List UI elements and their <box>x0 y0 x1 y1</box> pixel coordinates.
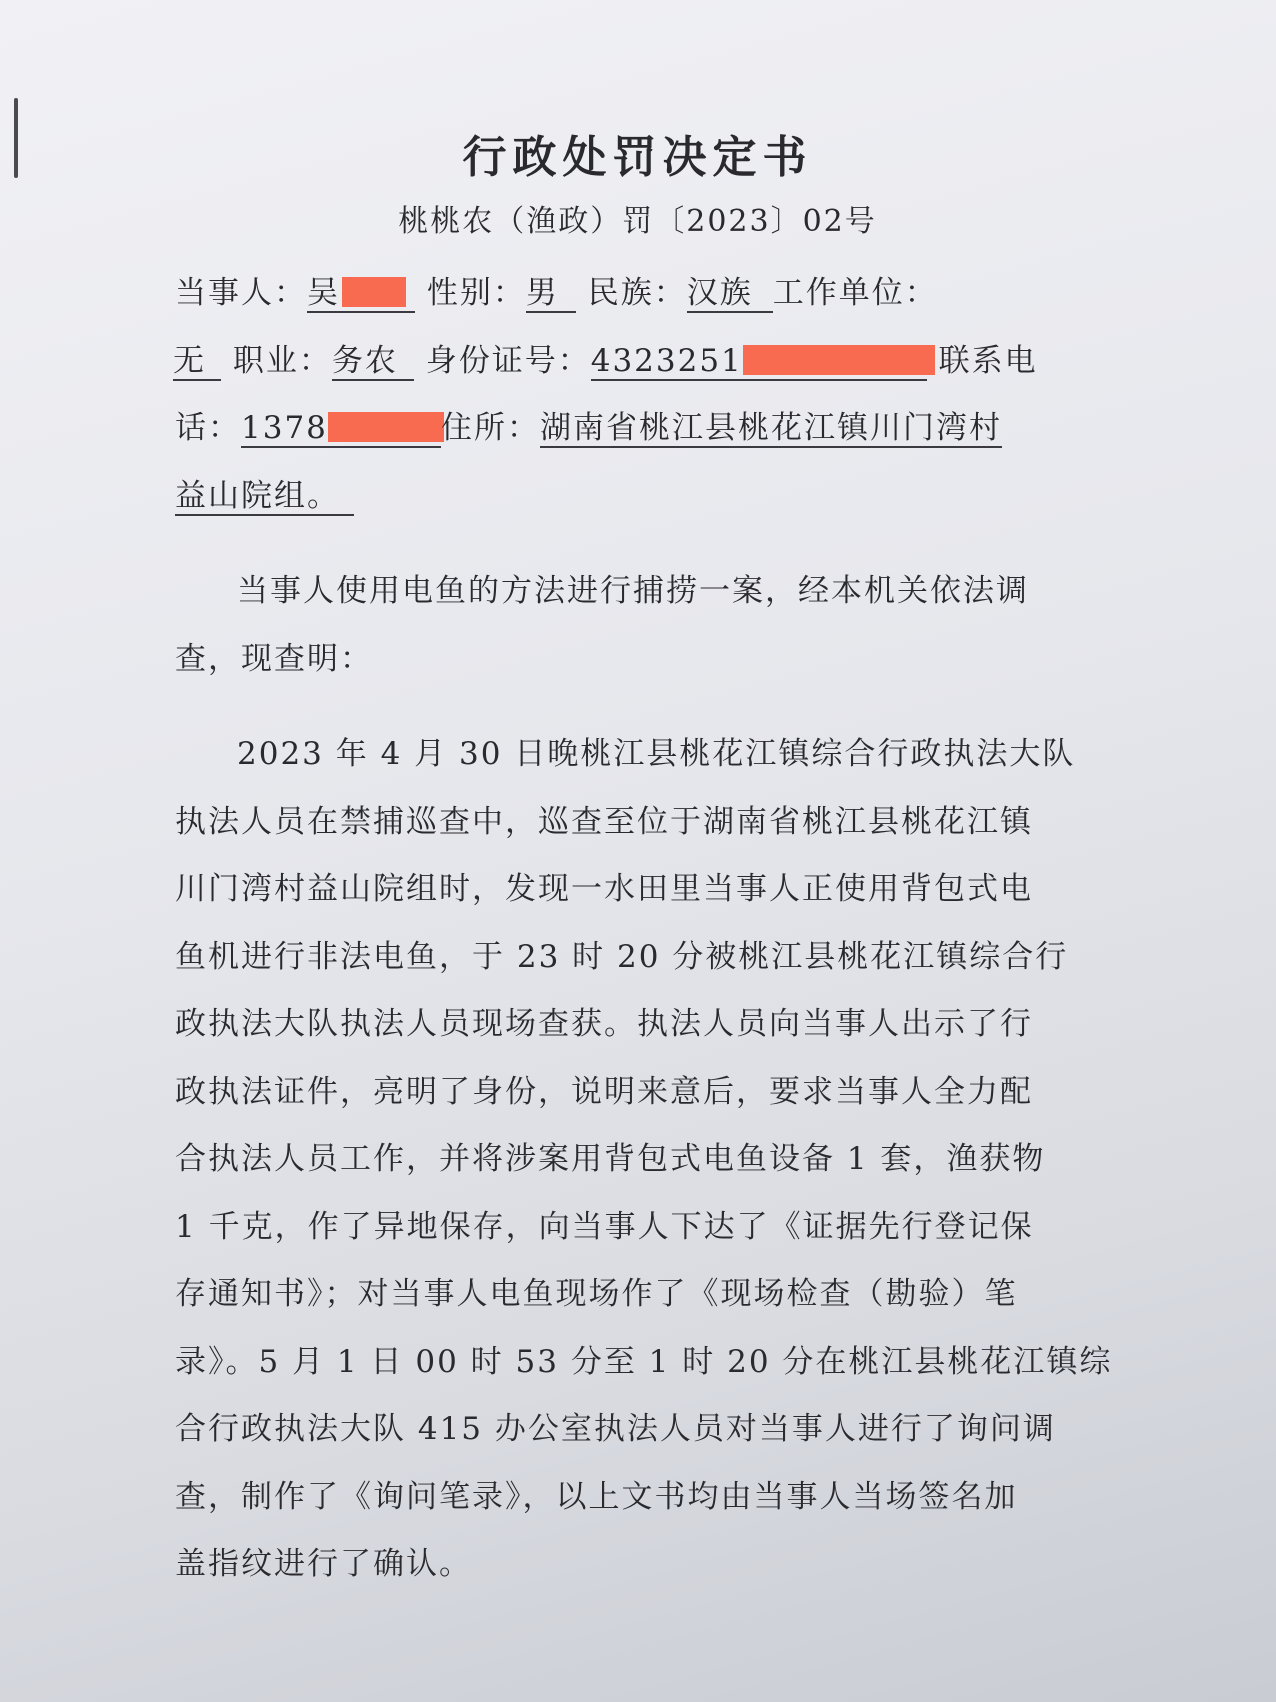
label-address: 住所： <box>441 410 540 446</box>
id-number: 4323251 <box>590 342 743 379</box>
phone-number: 1378 <box>241 410 328 446</box>
party-name: 吴 <box>307 275 340 311</box>
party-name-field <box>307 275 415 313</box>
intro-line-1: 当事人使用电鱼的方法进行捕捞一案，经本机关依法调 <box>237 573 1029 609</box>
label-ethnicity: 民族： <box>587 275 687 311</box>
label-phone-part2: 话： <box>175 410 241 446</box>
occupation-value: 务农 <box>332 343 414 381</box>
phone-field <box>241 410 441 448</box>
facts-line: 盖指纹进行了确认。 <box>175 1546 472 1582</box>
address-line-2: 益山院组。 <box>175 478 354 516</box>
section-gap <box>175 530 1080 558</box>
facts-line: 川门湾村益山院组时，发现一水田里当事人正使用背包式电 <box>175 871 1033 907</box>
party-line-1 <box>175 260 1080 328</box>
facts-line: 合行政执法大队 415 办公室执法人员对当事人进行了询问调 <box>175 1411 1056 1447</box>
binder-clip-mark <box>14 98 18 178</box>
facts-line: 2023 年 4 月 30 日晚桃江县桃花江镇综合行政执法大队 <box>237 736 1076 772</box>
facts-line: 鱼机进行非法电鱼，于 23 时 20 分被桃江县桃花江镇综合行 <box>175 938 1069 975</box>
facts-line: 政执法大队执法人员现场查获。执法人员向当事人出示了行 <box>175 1006 1033 1042</box>
facts-line: 查，制作了《询问笔录》，以上文书均由当事人当场签名加 <box>175 1478 1018 1515</box>
label-party: 当事人： <box>175 275 307 311</box>
facts-line: 政执法证件，亮明了身份，说明来意后，要求当事人全力配 <box>175 1073 1033 1110</box>
intro-line-2: 查，现查明： <box>175 640 373 677</box>
facts-line: 合执法人员工作，并将涉案用背包式电鱼设备 1 套，渔获物 <box>175 1141 1046 1177</box>
label-workplace: 工作单位： <box>772 275 938 311</box>
redaction-name <box>342 277 406 307</box>
section-gap <box>175 693 1080 721</box>
redaction-id <box>743 345 935 375</box>
facts-line: 录》。5 月 1 日 00 时 53 分至 1 时 20 分在桃江县桃花江镇综 <box>175 1343 1113 1380</box>
redaction-phone <box>328 412 444 442</box>
document-number: 桃桃农（渔政）罚〔2023〕02号 <box>398 204 877 239</box>
label-id: 身份证号： <box>425 342 591 379</box>
address-line-1: 湖南省桃江县桃花江镇川门湾村 <box>540 410 1002 446</box>
document-body <box>173 126 1113 1599</box>
label-phone-part1: 联系电 <box>938 342 1038 379</box>
gender-value: 男 <box>526 275 576 313</box>
facts-line: 存通知书》；对当事人电鱼现场作了《现场检查（勘验）笔 <box>175 1276 1018 1312</box>
party-line-3 <box>175 395 1080 463</box>
ethnicity-value: 汉族 <box>687 275 773 313</box>
party-line-2 <box>173 328 1080 396</box>
facts-line: 1 千克，作了异地保存，向当事人下达了《证据先行登记保 <box>175 1208 1034 1245</box>
workplace-value: 无 <box>173 343 221 381</box>
facts-line: 执法人员在禁捕巡查中，巡查至位于湖南省桃江县桃花江镇 <box>175 803 1033 840</box>
label-occupation: 职业： <box>232 342 332 379</box>
id-number-field <box>591 343 927 381</box>
document-title: 行政处罚决定书 <box>462 132 813 183</box>
party-line-4 <box>175 463 1080 531</box>
label-gender: 性别： <box>426 275 526 311</box>
